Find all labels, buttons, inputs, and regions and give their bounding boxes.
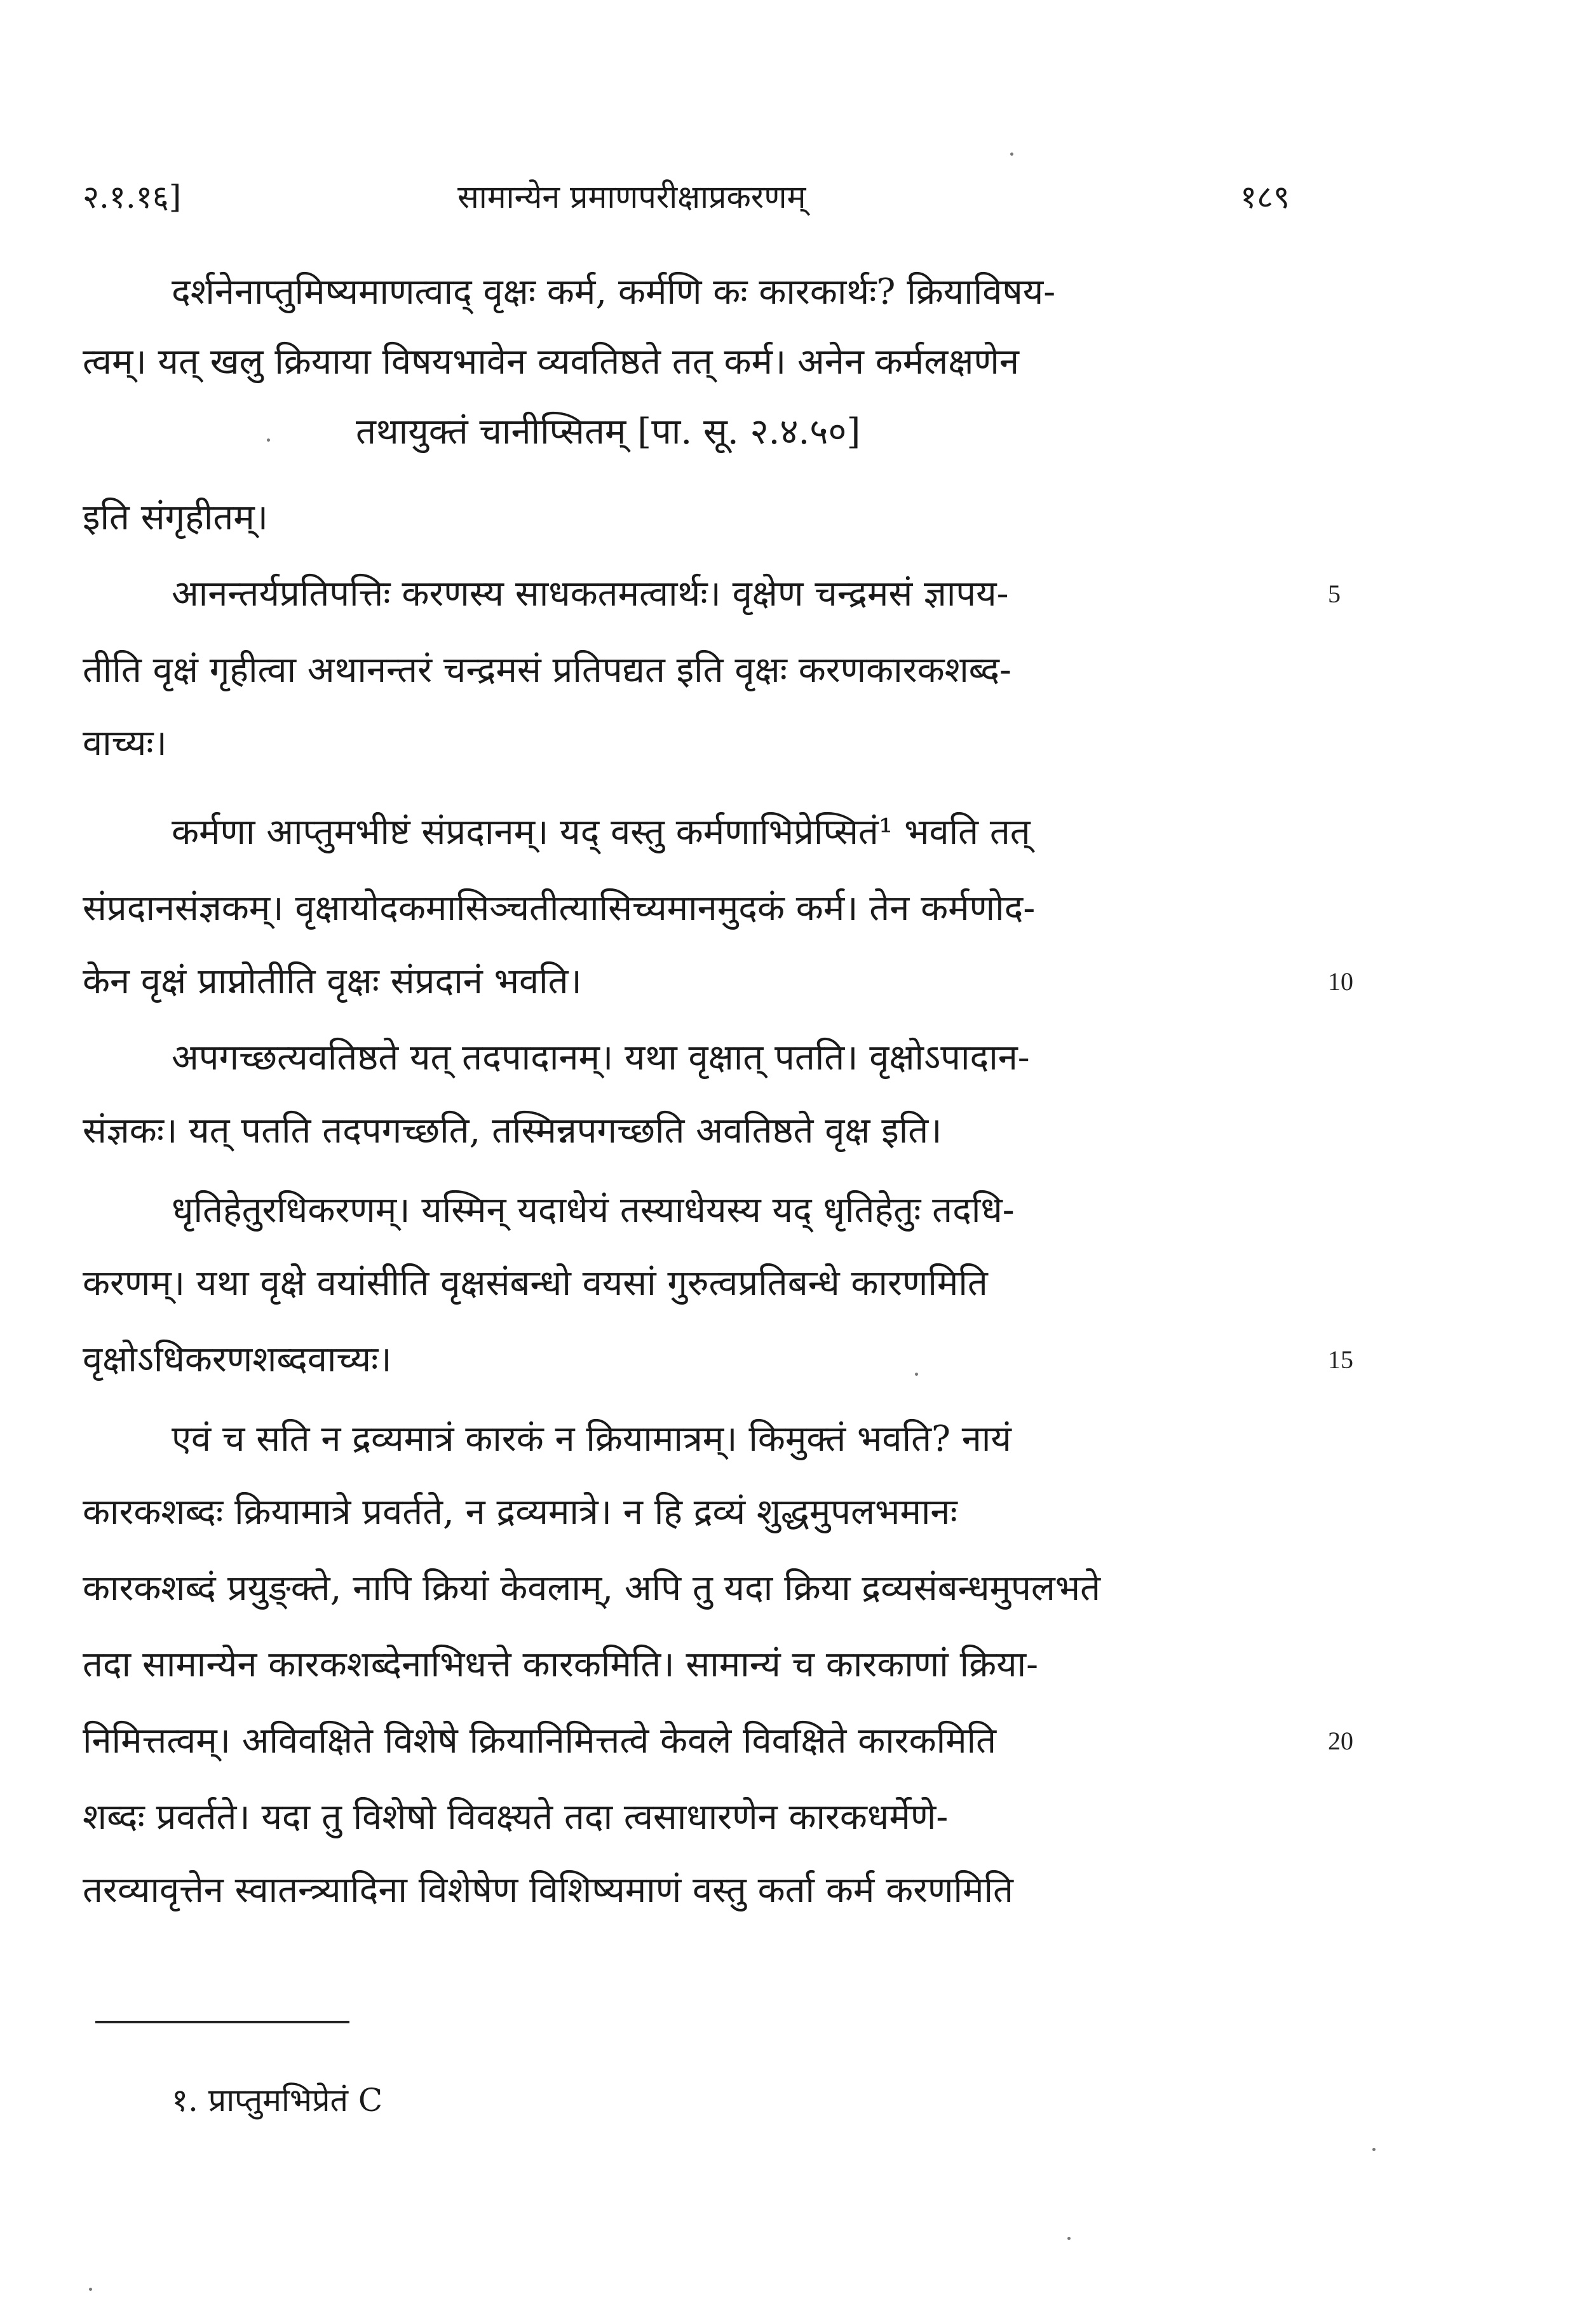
text-line: केन वृक्षं प्राप्नोतीति वृक्षः संप्रदानं भवति। — [83, 961, 582, 1002]
scan-speck — [89, 2288, 92, 2291]
line-number: 15 — [1328, 1345, 1353, 1374]
page-number: १८९ — [1240, 179, 1290, 215]
text-line: तदा सामान्येन कारकशब्देनाभिधत्ते कारकमिति। सामान्यं च कारकाणां क्रिया- — [83, 1644, 1038, 1685]
text-line: वाच्यः। — [83, 723, 167, 764]
line-number: 10 — [1328, 967, 1353, 996]
sutra-quote-line: तथायुक्तं चानीप्सितम् [पा. सू. २.४.५०] — [356, 411, 861, 452]
text-line: शब्दः प्रवर्तते। यदा तु विशेषो विवक्ष्यते तदा त्वसाधारणेन कारकधर्मेणे- — [83, 1796, 949, 1838]
section-reference: २.१.१६] — [83, 179, 182, 215]
text-line: तरव्यावृत्तेन स्वातन्त्र्यादिना विशेषेण विशिष्यमाणं वस्तु कर्ता कर्म करणमिति — [83, 1870, 1013, 1911]
scan-speck — [1067, 2237, 1071, 2240]
text-line: कारकशब्दः क्रियामात्रे प्रवर्तते, न द्रव्यमात्रे। न हि द्रव्यं शुद्धमुपलभमानः — [83, 1491, 957, 1533]
text-line: दर्शनेनाप्तुमिष्यमाणत्वाद् वृक्षः कर्म, कर्मणि कः कारकार्थः? क्रियाविषय- — [172, 271, 1056, 313]
text-line: तीति वृक्षं गृहीत्वा अथानन्तरं चन्द्रमसं प्रतिपद्यत इति वृक्षः करणकारकशब्द- — [83, 649, 1011, 691]
scan-speck — [915, 1373, 918, 1376]
scan-speck — [1010, 153, 1013, 156]
text-line: निमित्तत्वम्। अविवक्षिते विशेषे क्रियानिमित्तत्वे केवले विवक्षिते कारकमिति — [83, 1720, 997, 1762]
text-line: कारकशब्दं प्रयुङ्क्ते, नापि क्रियां केवलाम्, अपि तु यदा क्रिया द्रव्यसंबन्धमुपलभते — [83, 1568, 1101, 1609]
scan-speck — [267, 438, 270, 442]
footnote-rule — [95, 2021, 349, 2023]
text-line: कर्मणा आप्तुमभीष्टं संप्रदानम्। यद् वस्तु कर्मणाभिप्रेप्सितं¹ भवति तत् — [172, 811, 1031, 853]
text-line: एवं च सति न द्रव्यमात्रं कारकं न क्रियामात्रम्। किमुक्तं भवति? नायं — [172, 1418, 1011, 1460]
text-line: अपगच्छत्यवतिष्ठते यत् तदपादानम्। यथा वृक्षात् पतति। वृक्षोऽपादान- — [172, 1037, 1030, 1078]
footnote: १. प्राप्तुमभिप्रेतं C — [172, 2082, 383, 2119]
text-line: धृतिहेतुरधिकरणम्। यस्मिन् यदाधेयं तस्याधेयस्य यद् धृतिहेतुः तदधि- — [172, 1190, 1015, 1231]
text-line: इति संगृहीतम्। — [83, 497, 268, 538]
text-line: संज्ञकः। यत् पतति तदपगच्छति, तस्मिन्नपगच्छति अवतिष्ठते वृक्ष इति। — [83, 1110, 942, 1151]
text-line: संप्रदानसंज्ञकम्। वृक्षायोदकमासिञ्चतीत्यासिच्यमानमुदकं कर्म। तेन कर्मणोद- — [83, 888, 1036, 929]
text-line: आनन्तर्यप्रतिपत्तिः करणस्य साधकतमत्वार्थः। वृक्षेण चन्द्रमसं ज्ञापय- — [172, 573, 1009, 614]
scan-speck — [1372, 2148, 1376, 2151]
page-header — [83, 172, 1290, 222]
line-number: 5 — [1328, 580, 1341, 608]
line-number: 20 — [1328, 1727, 1353, 1755]
text-line: त्वम्। यत् खलु क्रियाया विषयभावेन व्यवतिष्ठते तत् कर्म। अनेन कर्मलक्षणेन — [83, 341, 1019, 383]
text-line: वृक्षोऽधिकरणशब्दवाच्यः। — [83, 1339, 392, 1380]
running-title: सामान्येन प्रमाणपरीक्षाप्रकरणम् — [457, 179, 806, 215]
text-line: करणम्। यथा वृक्षे वयांसीति वृक्षसंबन्धो वयसां गुरुत्वप्रतिबन्धे कारणमिति — [83, 1263, 988, 1304]
